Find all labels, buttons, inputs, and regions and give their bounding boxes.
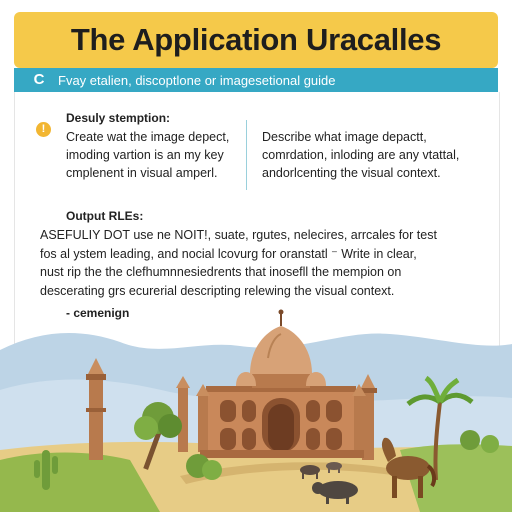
landscape-illustration <box>0 300 512 512</box>
description-heading: Desuly stemption: <box>66 111 171 125</box>
description-left-column <box>66 128 244 182</box>
page-title: The Application Uracalles <box>70 22 442 57</box>
bullet-item: - cemenign <box>66 306 130 320</box>
subtitle-strip <box>14 68 498 92</box>
rules-heading: Output RLEs: <box>66 209 144 223</box>
title-banner <box>14 12 498 68</box>
left-line: imoding vartion is an my key <box>66 148 224 162</box>
side-tower <box>176 376 190 452</box>
right-line: comrdation, inloding are any vtattal, <box>262 148 460 162</box>
rule-line: ASEFULIY DOT use ne NOIT!, suate, rgutes, nelecires, arrcales for test <box>40 228 437 242</box>
left-line: Create wat the image depect, <box>66 130 230 144</box>
column-divider <box>246 120 247 190</box>
exclamation-icon: ! <box>36 122 51 137</box>
rule-line: fos al ystem leading, and nocial lcovurg for oranstatl ⁻ Write in clear, <box>40 246 417 261</box>
description-right-column <box>262 128 482 182</box>
right-line: Describe what image depactt, <box>262 130 427 144</box>
right-line: andorlcenting the visual context. <box>262 166 441 180</box>
rule-line: descerating grs ecurerial descripting relewing the visual context. <box>40 283 395 298</box>
rules-text <box>40 226 480 300</box>
rule-line: nust rip the the clefhumnnesiedrents that inosefll the mempion on <box>40 265 402 279</box>
c-icon: C <box>33 71 45 88</box>
minaret-left <box>86 358 106 460</box>
subtitle-text: Fvay etalien, discoptlone or imagesetional guide <box>58 72 336 88</box>
left-line: cmplenent in visual amperl. <box>66 166 218 180</box>
